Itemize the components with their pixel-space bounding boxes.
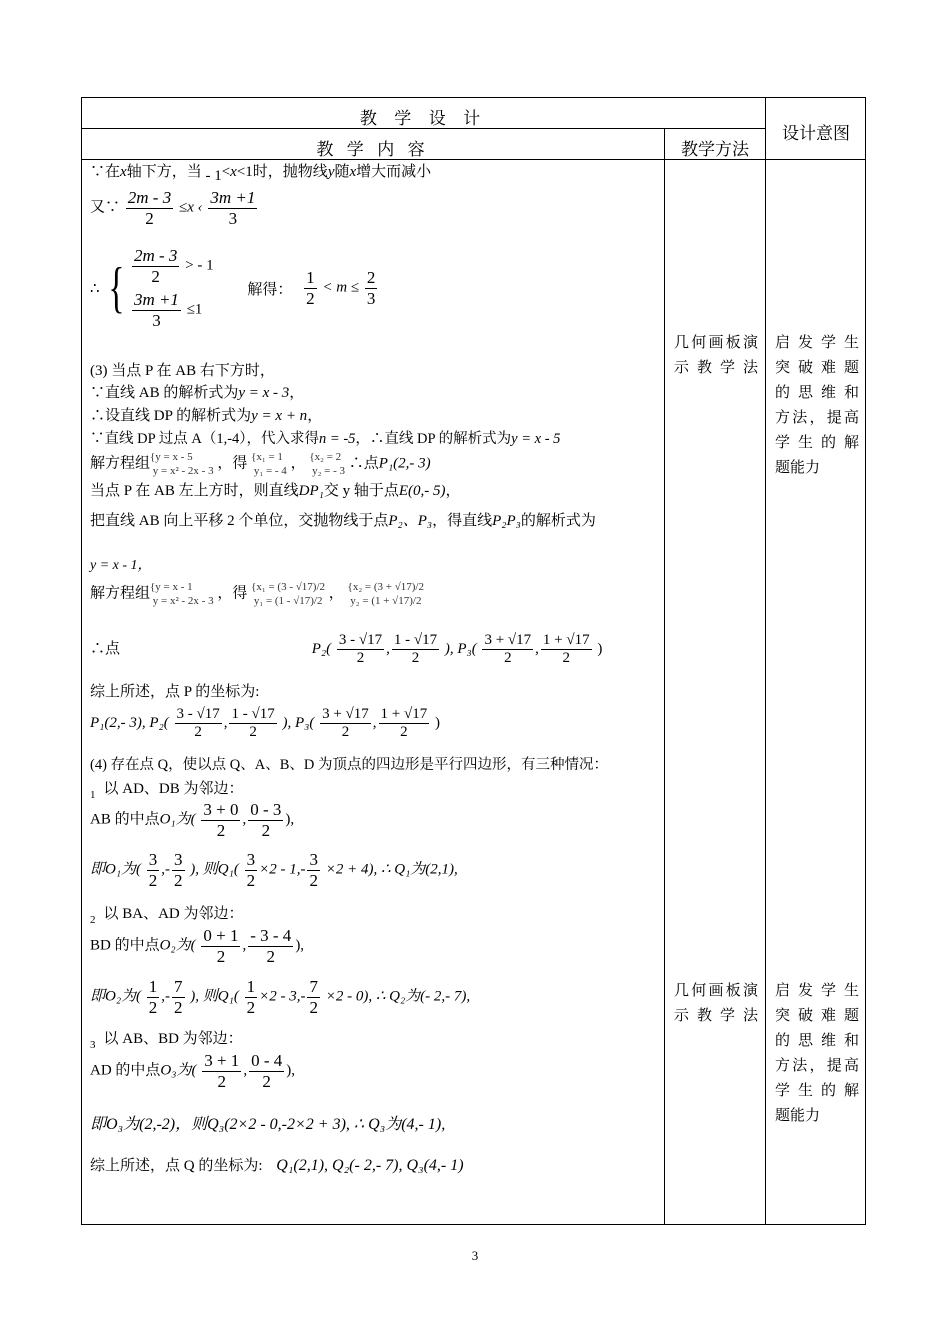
content-line: 解方程组{y = x - 1 y = x² - 2x - 3 ，得 {x₁ = (3 - √17)/2 y₁ = (1 - √17)/2 ， {x₂ = (3 + √17)/2 y₂ = (1 + √17)/2 (90, 581, 424, 608)
solution-2: {x₂ = 2 y₂ = - 3 (309, 451, 346, 478)
design-intent-2: 启发学生 突破难题 的思维和 方法，提高 学生的解 题能力 (775, 981, 859, 1124)
content-line: (4) 存在点 Q，使以点 Q、A、B、D 为顶点的四边形是平行四边形，有三种情况： (90, 757, 608, 773)
content-line: $_2$ 以 BA、AD 为邻边： (90, 906, 244, 926)
content-line: P₁(2,- 3), P₂( $\frac{3 - √17}{2}$ , $\frac{1 - √17}{2}$ ), P₃( $\frac{3 + √17}{2}$ , $\frac{1 + √17}{2}$ ) (90, 706, 440, 741)
content-line: 即O₃为(2,-2)，则Q₃(2×2 - 0,-2×2 + 3), ∴ Q₃为(4,- 1), (90, 1116, 446, 1133)
design-intent-1: 启发学生 突破难题 的思维和 方法，提高 学生的解 题能力 (775, 333, 859, 476)
content-line: 即O₂为( $\frac{1}{2}$ ,- $\frac{7}{2}$ ), 则Q₁( $\frac{1}{2}$ ×2 - 3,- $\frac{7}{2}$ ×2 - 0), ∴ Q₂为(- 2,- 7), (90, 977, 471, 1017)
solution-2: {x₂ = (3 + √17)/2 y₂ = (1 + √17)/2 (347, 581, 424, 608)
content-line: 综上所述，点 P 的坐标为: (90, 684, 260, 700)
column-header-method: 教学方法 (681, 140, 749, 160)
fraction: $\frac{2}{3}$ (366, 268, 376, 308)
content-line: 解方程组{y = x - 5 y = x² - 2x - 3 ，得 {x₁ = 1 y₁ = - 4 ， {x₂ = 2 y₂ = - 3 ∴点P₁(2,- 3) (90, 451, 431, 478)
solution-1: {x₁ = 1 y₁ = - 4 (251, 451, 287, 478)
fraction: $\frac{2m - 3}{2}$ (127, 188, 172, 228)
fraction: $\frac{3m +1}{3}$ (210, 188, 256, 228)
content-line: 把直线 AB 向上平移 2 个单位，交抛物线于点P₂、P₃，得直线P₂P₃的解析式为 (90, 513, 596, 529)
solution-1: {x₁ = (3 - √17)/2 y₁ = (1 - √17)/2 (251, 581, 326, 608)
table-divider (664, 128, 665, 1225)
content-line: BD 的中点O₂为( $\frac{0 + 1}{2}$ , $\frac{- 3 - 4}{2}$ ), (90, 926, 305, 966)
content-line: ∵直线 DP 过点 A（1,-4），代入求得n = -5，∴直线 DP 的解析式为y = x - 5 (90, 431, 561, 447)
content-line: AB 的中点O₁为( $\frac{3 + 0}{2}$ , $\frac{0 - 3}{2}$ ), (90, 800, 295, 840)
teaching-method-2: 几何画板演示教学法 (674, 981, 758, 1024)
content-line: (3) 当点 P 在 AB 右下方时， (90, 363, 275, 379)
table-divider (765, 97, 766, 1225)
page-number: 3 (471, 1248, 479, 1263)
column-header-intent: 设计意图 (782, 124, 850, 144)
content-line: 又∵ $\frac{2m - 3}{2}$ ≤x ‹ $\frac{3m +1}{3}$ (90, 188, 256, 228)
brace-icon: { (108, 257, 125, 320)
content-line: AD 的中点O₃为( $\frac{3 + 1}{2}$ , $\frac{0 - 4}{2}$ ), (90, 1051, 295, 1091)
content-line: ∴点 P₂( $\frac{3 - √17}{2}$ , $\frac{1 - √17}{2}$ ), P₃( $\frac{3 + √17}{2}$ , $\frac{1 + √17}{2}$ ) (90, 632, 603, 667)
content-line: 即O₁为( $\frac{3}{2}$ ,- $\frac{3}{2}$ ), 则Q₁( $\frac{3}{2}$ ×2 - 1,- $\frac{3}{2}$ ×2 + 4), ∴ Q₁为(2,1), (90, 850, 458, 890)
equation-system: {y = x - 5 y = x² - 2x - 3 (150, 451, 214, 478)
column-header-content: 教 学 内 容 (316, 140, 429, 160)
content-line: ∵直线 AB 的解析式为y = x - 3， (90, 385, 305, 401)
content-line: ∴ { $\frac{2m - 3}{2}$ > - 1 $\frac{3m +1}{3}$ ≤1 解得： $\frac{1}{2}$ < m ≤ $\frac{2}{3}$ (90, 246, 376, 330)
content-line: $_3$ 以 AB、BD 为邻边： (90, 1031, 243, 1051)
equation-system: {y = x - 1 y = x² - 2x - 3 (150, 581, 214, 608)
fraction: $\frac{1}{2}$ (306, 268, 315, 308)
content-line: y = x - 1， (90, 558, 152, 573)
content-line: 综上所述，点 Q 的坐标为: Q₁(2,1), Q₂(- 2,- 7), Q₃(4,- 1) (90, 1157, 464, 1174)
inequality-system: $\frac{2m - 3}{2}$ > - 1 $\frac{3m +1}{3}$ ≤1 (133, 246, 214, 330)
content-line: ∴设直线 DP 的解析式为y = x + n， (90, 408, 323, 424)
content-line: ∵在x轴下方，当 - 1<x<1时，抛物线y随x增大而减小 (90, 164, 432, 184)
content-line: $_1$ 以 AD、DB 为邻边： (90, 781, 244, 801)
content-line: 当点 P 在 AB 左上方时，则直线DP₁交 y 轴于点E(0,- 5)， (90, 483, 461, 499)
table-title: 教 学 设 计 (359, 109, 487, 129)
teaching-method-1: 几何画板演示教学法 (674, 333, 758, 376)
